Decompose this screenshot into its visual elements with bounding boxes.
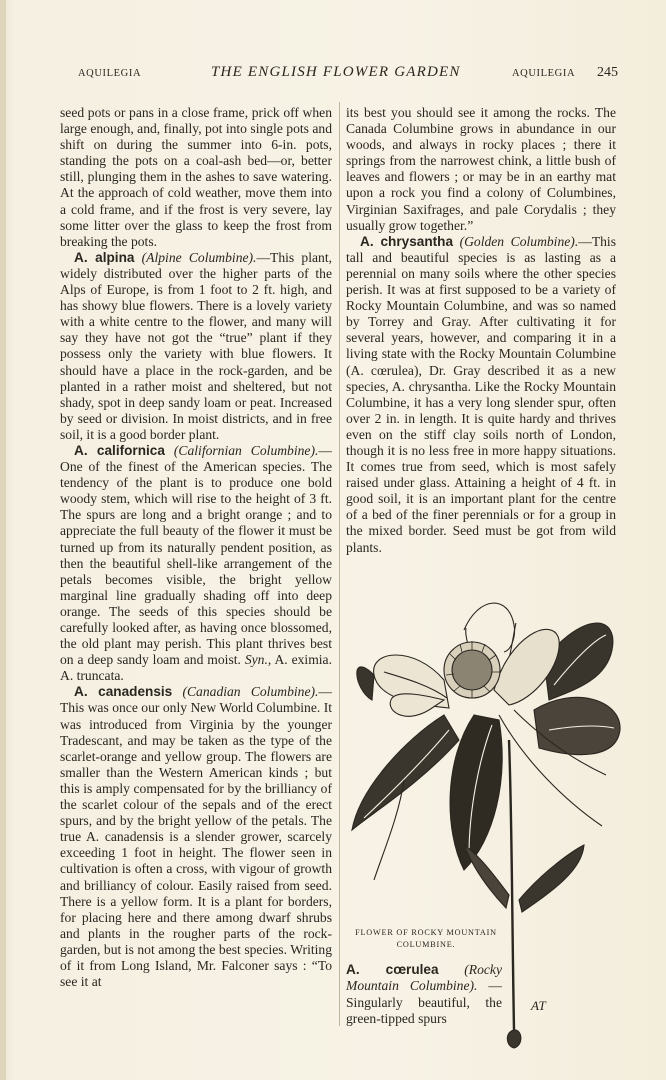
entry-text-californica: —One of the finest of the American species. The tendency of the plant is to produce one bold woody stem, which will rise to the height of 3 ft. The spurs are long and a bright orange ; and to appreciate the full beauty of the flower it must be turned up from its naturally pendent position, as then the beautiful shell-like arrangement of the petals becomes visible, the bright yellow marginal line gradually shading off into deep orange. The seeds of this species should be carefully looked after, as having once blossomed, the old plant may perish. This plant thrives best on a deep sandy loam and moist.	[60, 442, 332, 668]
common-name-canadensis: (Canadian Columbine).	[182, 684, 319, 700]
species-name-chrysantha: A. chrysantha	[360, 233, 454, 249]
entry-coerulea	[346, 962, 502, 1027]
species-name-alpina: A. alpina	[74, 249, 135, 265]
synonym-text: A. eximia. A. truncata.	[60, 652, 332, 684]
figure-caption: FLOWER OF ROCKY MOUNTAIN COLUMBINE.	[355, 928, 497, 949]
entry-text-coerulea: — Singularly beautiful, the green-tipped spurs	[346, 978, 502, 1026]
page-number: 245	[597, 65, 618, 80]
header-book-title: THE ENGLISH FLOWER GARDEN	[211, 64, 461, 80]
entry-alpina	[60, 250, 332, 443]
common-name-chrysantha: (Golden Columbine).	[459, 233, 579, 249]
engraver-signature: AT	[531, 998, 546, 1013]
entry-text-chrysantha: —This tall and beautiful species is as lasting as a perennial on many soils where the other species perish. It was at first supposed to be a variety of Rocky Mountain Columbine, and was so named by Torrey and Gray. After cultivating it for several years, however, and comparing it in a living state with the Rocky Mountain Columbine (A. cœrulea), Dr. Gray described it as a new species, A. chrysantha. Like the Rocky Mountain Columbine, it has a very long slender spur, often over 2 in. in length. It is quite hardy and thrives even on the stiff clay soils north of London, though it is no less free in more happy situations. It comes true from seed, which is most safely raised under glass. Attaining a height of 4 ft. in good soil, it is an important plant for the centre of a bed of the finer perennials or for a group in the mixed border. Seed must be got from wild plants.	[346, 233, 616, 555]
entry-canadensis	[60, 684, 332, 990]
running-header	[78, 64, 618, 84]
entry-text-alpina: —This plant, widely distributed over the higher parts of the Alps of Europe, is from 1 foot to 2 ft. high, and has showy blue flowers. There is a lovely variety with a white centre to the flower, and many will say they have not got the “true” plant if they possess only the variety with blue flowers. It should have a place in the rock-garden, and be planted in a rather moist and sheltered, but not shady, spot in deep sandy loam or peat. Increased by seed or division. In moist districts, and in free soil, it is a good border plant.	[60, 249, 332, 442]
book-spine-shadow	[0, 0, 6, 1080]
entry-californica	[60, 443, 332, 684]
species-name-coerulea: A. cœrulea	[346, 962, 439, 977]
synonym-label: Syn.,	[244, 652, 272, 668]
paragraph-canada-quote: its best you should see it among the rocks. The Canada Columbine grows in abundance in our woods, and always in rocky places ; there it springs from the narrowest chink, a little bush of leaves and flowers ; or may be in an earthy mat upon a rock you find a colony of Columbines, Virginian Saxifrages, and pale Corydalis ; they usually grow together.”	[346, 105, 616, 233]
entry-coerulea-body	[346, 962, 502, 1027]
common-name-alpina: (Alpine Columbine).	[141, 249, 257, 265]
header-right-section-title: AQUILEGIA	[512, 68, 576, 79]
column-divider	[339, 102, 340, 1026]
common-name-californica: (Californian Columbine).	[173, 442, 319, 458]
entry-chrysantha	[346, 234, 616, 556]
entry-text-canadensis: —This was once our only New World Columbine. It was introduced from Virginia by the younger Tradescant, and may be taken as the type of the scarlet-orange and yellow group. The flowers are smaller than the Western American kinds ; but this is amply compensated for by the brilliancy of the scarlet colour of the sepals and of the erect spurs, and by the bright yellow of the petals. The true A. canadensis is a slender grower, scarcely exceeding 1 foot in height. The flower seen in cultivation is often a cross, with vigour of growth and brilliancy of colour. Easily raised from seed. There is a yellow form. It is a plant for borders, for placing here and there among dwarf shrubs and plants in the rougher parts of the rock-garden, but is not among the best species. Writing of it from Long Island, Mr. Falconer says : “To see it at	[60, 684, 332, 990]
paragraph-seed-culture: seed pots or pans in a close frame, prick off when large enough, and, finally, pot into single pots and shift on during the summer into 6-in. pots, standing the pots on a coal-ash bed—or, better still, plunging them in the ashes to save watering. At the approach of cold weather, move them into a cold frame, and if the frost is very severe, lay some litter over the glass to keep the frost from breaking the pots.	[60, 105, 332, 249]
right-column	[346, 105, 616, 556]
species-name-californica: A. californica	[74, 442, 165, 458]
species-name-canadensis: A. canadensis	[74, 684, 173, 700]
header-left-section-title: AQUILEGIA	[78, 68, 142, 79]
common-name-coerulea: (Rocky Mountain Columbine).	[346, 962, 502, 994]
left-column	[60, 105, 332, 990]
